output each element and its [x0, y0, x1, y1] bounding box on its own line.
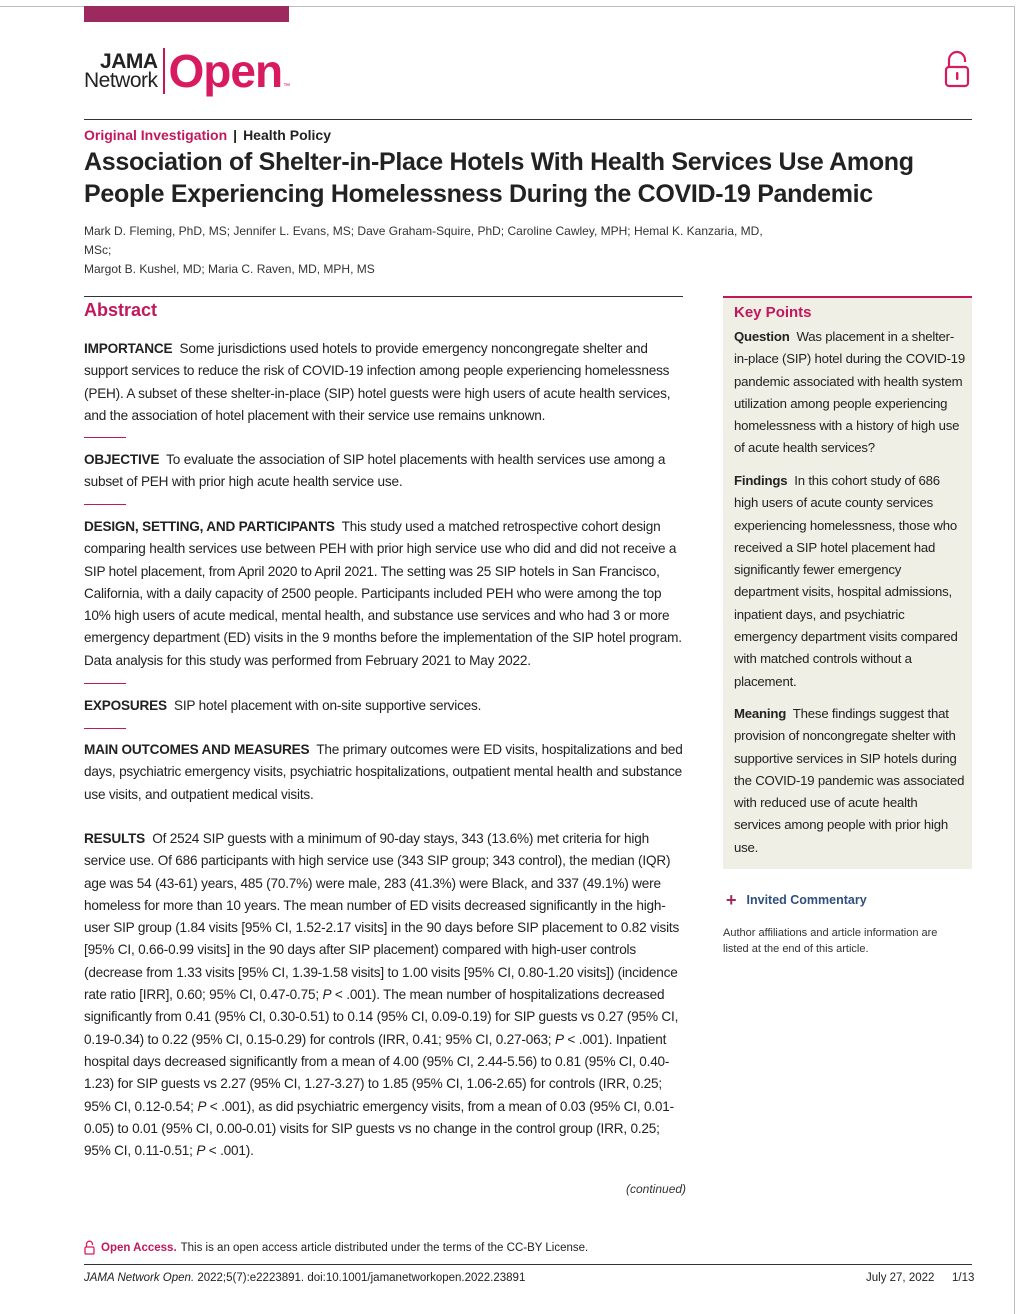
- abstract-heading: Abstract: [84, 300, 158, 320]
- abstract-objective: [84, 449, 688, 494]
- logo-network: Network: [84, 69, 158, 92]
- open-access-notice: [84, 1240, 588, 1255]
- authors-line-2: Margot B. Kushel, MD; Maria C. Raven, MD, MPH, MS: [84, 262, 375, 276]
- results-text-4: < .001), as did psychiatric emergency visits, from a mean of 0.03 (95% CI, 0.01-0.05) to 0.01 (95% CI, 0.00-0.01) visits for SIP guests vs no change in the control group (IRR, 0.25; 95% CI, 0.11-0.51;: [84, 1098, 674, 1159]
- invited-commentary-label[interactable]: Invited Commentary: [746, 893, 867, 907]
- exposures-label: EXPOSURES: [84, 698, 167, 713]
- open-access-text: This is an open access article distributed under the terms of the CC-BY License.: [180, 1241, 589, 1254]
- findings-text: In this cohort study of 686 high users of acute county services experiencing homelessness, those who received a SIP hotel placement had significantly fewer emergency department visits, hospital admissions, inpatient days, and psychiatric emergency department visits compared with matched controls without a placement.: [734, 473, 958, 689]
- findings-label: Findings: [734, 473, 788, 488]
- objective-text: To evaluate the association of SIP hotel placements with health services use among a subset of PEH with prior high acute health service use.: [84, 452, 666, 490]
- abstract-outcomes: [84, 739, 688, 806]
- footer-citation-text: 2022;5(7):e2223891. doi:10.1001/jamanetworkopen.2022.23891: [194, 1272, 526, 1284]
- results-p-1: P: [322, 987, 332, 1003]
- invited-commentary-link[interactable]: [726, 890, 867, 910]
- results-p-4: P: [196, 1143, 206, 1159]
- results-text-1: Of 2524 SIP guests with a minimum of 90-day stays, 343 (13.6%) met criteria for high service use. Of 686 participants with high service use (343 SIP group; 343 control), the median (IQR) age was 54 (43-61) years, 485 (70.7%) were male, 283 (41.3%) were Black, and 337 (49.1%) were homeless for more than 10 years. The mean number of ED visits decreased significantly in the high-user SIP group (1.84 visits [95% CI, 1.52-2.17 visits] in the 90 days before SIP placement to 0.82 visits [95% CI, 0.66-0.99 visits] in the 90 days after SIP placement) compared with high-user controls (decrease from 1.33 visits [95% CI, 1.39-1.58 visits] to 1.00 visits [95% CI, 0.80-1.20 visits]) (incidence rate ratio [IRR], 0.60; 95% CI, 0.47-0.75;: [84, 831, 680, 1003]
- author-list: [84, 222, 784, 279]
- objective-label: OBJECTIVE: [84, 452, 160, 467]
- logo-wordmark: [84, 52, 163, 90]
- section-divider: [84, 728, 126, 729]
- open-lock-icon: [944, 50, 972, 90]
- abstract-design: [84, 516, 688, 672]
- footer-page-number: 1/13: [952, 1272, 975, 1284]
- journal-color-bar: [84, 6, 289, 22]
- results-p-2: P: [554, 1031, 564, 1047]
- results-p-3: P: [197, 1098, 207, 1114]
- open-access-lock-icon: [84, 1240, 95, 1255]
- footer-journal-name: JAMA Network Open.: [84, 1272, 195, 1284]
- abstract-importance: [84, 338, 688, 427]
- section-divider: [84, 683, 126, 684]
- exposures-text: SIP hotel placement with on-site supportive services.: [173, 698, 482, 713]
- plus-icon: +: [726, 890, 737, 910]
- results-text-5: < .001).: [205, 1143, 254, 1159]
- importance-text: Some jurisdictions used hotels to provide emergency noncongregate shelter and support services to reduce the risk of COVID-19 infection among people experiencing homelessness (PEH). A subset of these shelter-in-place (SIP) hotel guests were high users of acute health services, and the association of hotel placement with their service use remains unknown.: [84, 341, 671, 423]
- open-access-label: Open Access.: [101, 1241, 177, 1254]
- question-text: Was placement in a shelter-in-place (SIP) hotel during the COVID-19 pandemic associated with health system utilization among people experiencing homelessness with a history of high use of acute health services?: [734, 329, 965, 456]
- outcomes-text: The primary outcomes were ED visits, hospitalizations and bed days, psychiatric emergency visits, psychiatric hospitalizations, outpatient mental health and substance use visits, and outpatient medical visits.: [84, 742, 683, 802]
- article-category: [84, 127, 331, 143]
- header-rule: [84, 119, 972, 120]
- footer-rule: [84, 1264, 972, 1265]
- logo-open: Open: [168, 45, 283, 97]
- logo-trademark: ™: [283, 83, 291, 90]
- importance-label: IMPORTANCE: [84, 341, 173, 356]
- footer-date: July 27, 2022: [866, 1272, 935, 1284]
- key-points-findings: [734, 470, 966, 693]
- key-points-meaning: [734, 703, 966, 859]
- category-label: Original Investigation: [84, 127, 228, 143]
- article-title: Association of Shelter-in-Place Hotels With Health Services Use Among People Experiencing Homelessness During the COVID-19 Pandemic: [84, 148, 914, 208]
- affiliations-note: Author affiliations and article information are listed at the end of this article.: [723, 927, 938, 955]
- results-text-2: < .001). The mean number of hospitalizations decreased significantly from 0.41 (95% CI, 0.30-0.51) to 0.14 (95% CI, 0.09-0.19) for SIP guests vs 0.27 (95% CI, 0.19-0.34) to 0.22 (95% CI, 0.15-0.29) for controls (IRR, 0.41; 95% CI, 0.27-063;: [84, 987, 679, 1047]
- section-divider: [84, 437, 126, 438]
- outcomes-label: MAIN OUTCOMES AND MEASURES: [84, 742, 310, 757]
- abstract-exposures: [84, 695, 688, 717]
- logo-jama: JAMA: [100, 50, 158, 73]
- page-right-border: [1014, 6, 1015, 1314]
- section-divider: [84, 504, 126, 505]
- footer-citation: [84, 1272, 525, 1284]
- results-text-3: < .001). Inpatient hospital days decreased significantly from a mean of 4.00 (95% CI, 2.44-5.56) to 0.81 (95% CI, 0.40-1.23) for SIP guests vs 2.27 (95% CI, 1.27-3.27) to 1.85 (95% CI, 1.06-2.65) for controls (IRR, 0.25; 95% CI, 0.12-0.54;: [84, 1031, 670, 1114]
- abstract-results: [84, 828, 688, 1162]
- key-points-question: [734, 326, 966, 460]
- design-text: This study used a matched retrospective cohort design comparing health services use between PEH with prior high service use who did and did not receive a SIP hotel placement, from April 2020 to April 2021. The setting was 25 SIP hotels in San Francisco, California, with a daily capacity of 2500 people. Participants included PEH who were among the top 10% high users of acute medical, mental health, and substance use services and who had 3 or more emergency department (ED) visits in the 9 months before the implementation of the SIP hotel program. Data analysis for this study was performed from February 2021 to May 2022.: [84, 519, 682, 668]
- logo-divider: [163, 48, 165, 94]
- key-points-heading: Key Points: [734, 304, 812, 321]
- subcategory-label: Health Policy: [243, 127, 331, 143]
- meaning-label: Meaning: [734, 706, 787, 721]
- authors-line-1: Mark D. Fleming, PhD, MS; Jennifer L. Evans, MS; Dave Graham-Squire, PhD; Caroline Cawley, MPH; Hemal K. Kanzaria, MD, MSc;: [84, 224, 763, 257]
- journal-logo: [84, 46, 290, 96]
- question-label: Question: [734, 329, 790, 344]
- meaning-text: These findings suggest that provision of noncongregate shelter with supportive services in SIP hotels during the COVID-19 pandemic was associated with reduced use of acute health services among people with prior high use.: [734, 706, 965, 855]
- abstract-rule: [84, 296, 683, 297]
- results-label: RESULTS: [84, 831, 146, 846]
- category-separator: |: [233, 127, 238, 143]
- continued-note: (continued): [626, 1182, 687, 1196]
- design-label: DESIGN, SETTING, AND PARTICIPANTS: [84, 519, 335, 534]
